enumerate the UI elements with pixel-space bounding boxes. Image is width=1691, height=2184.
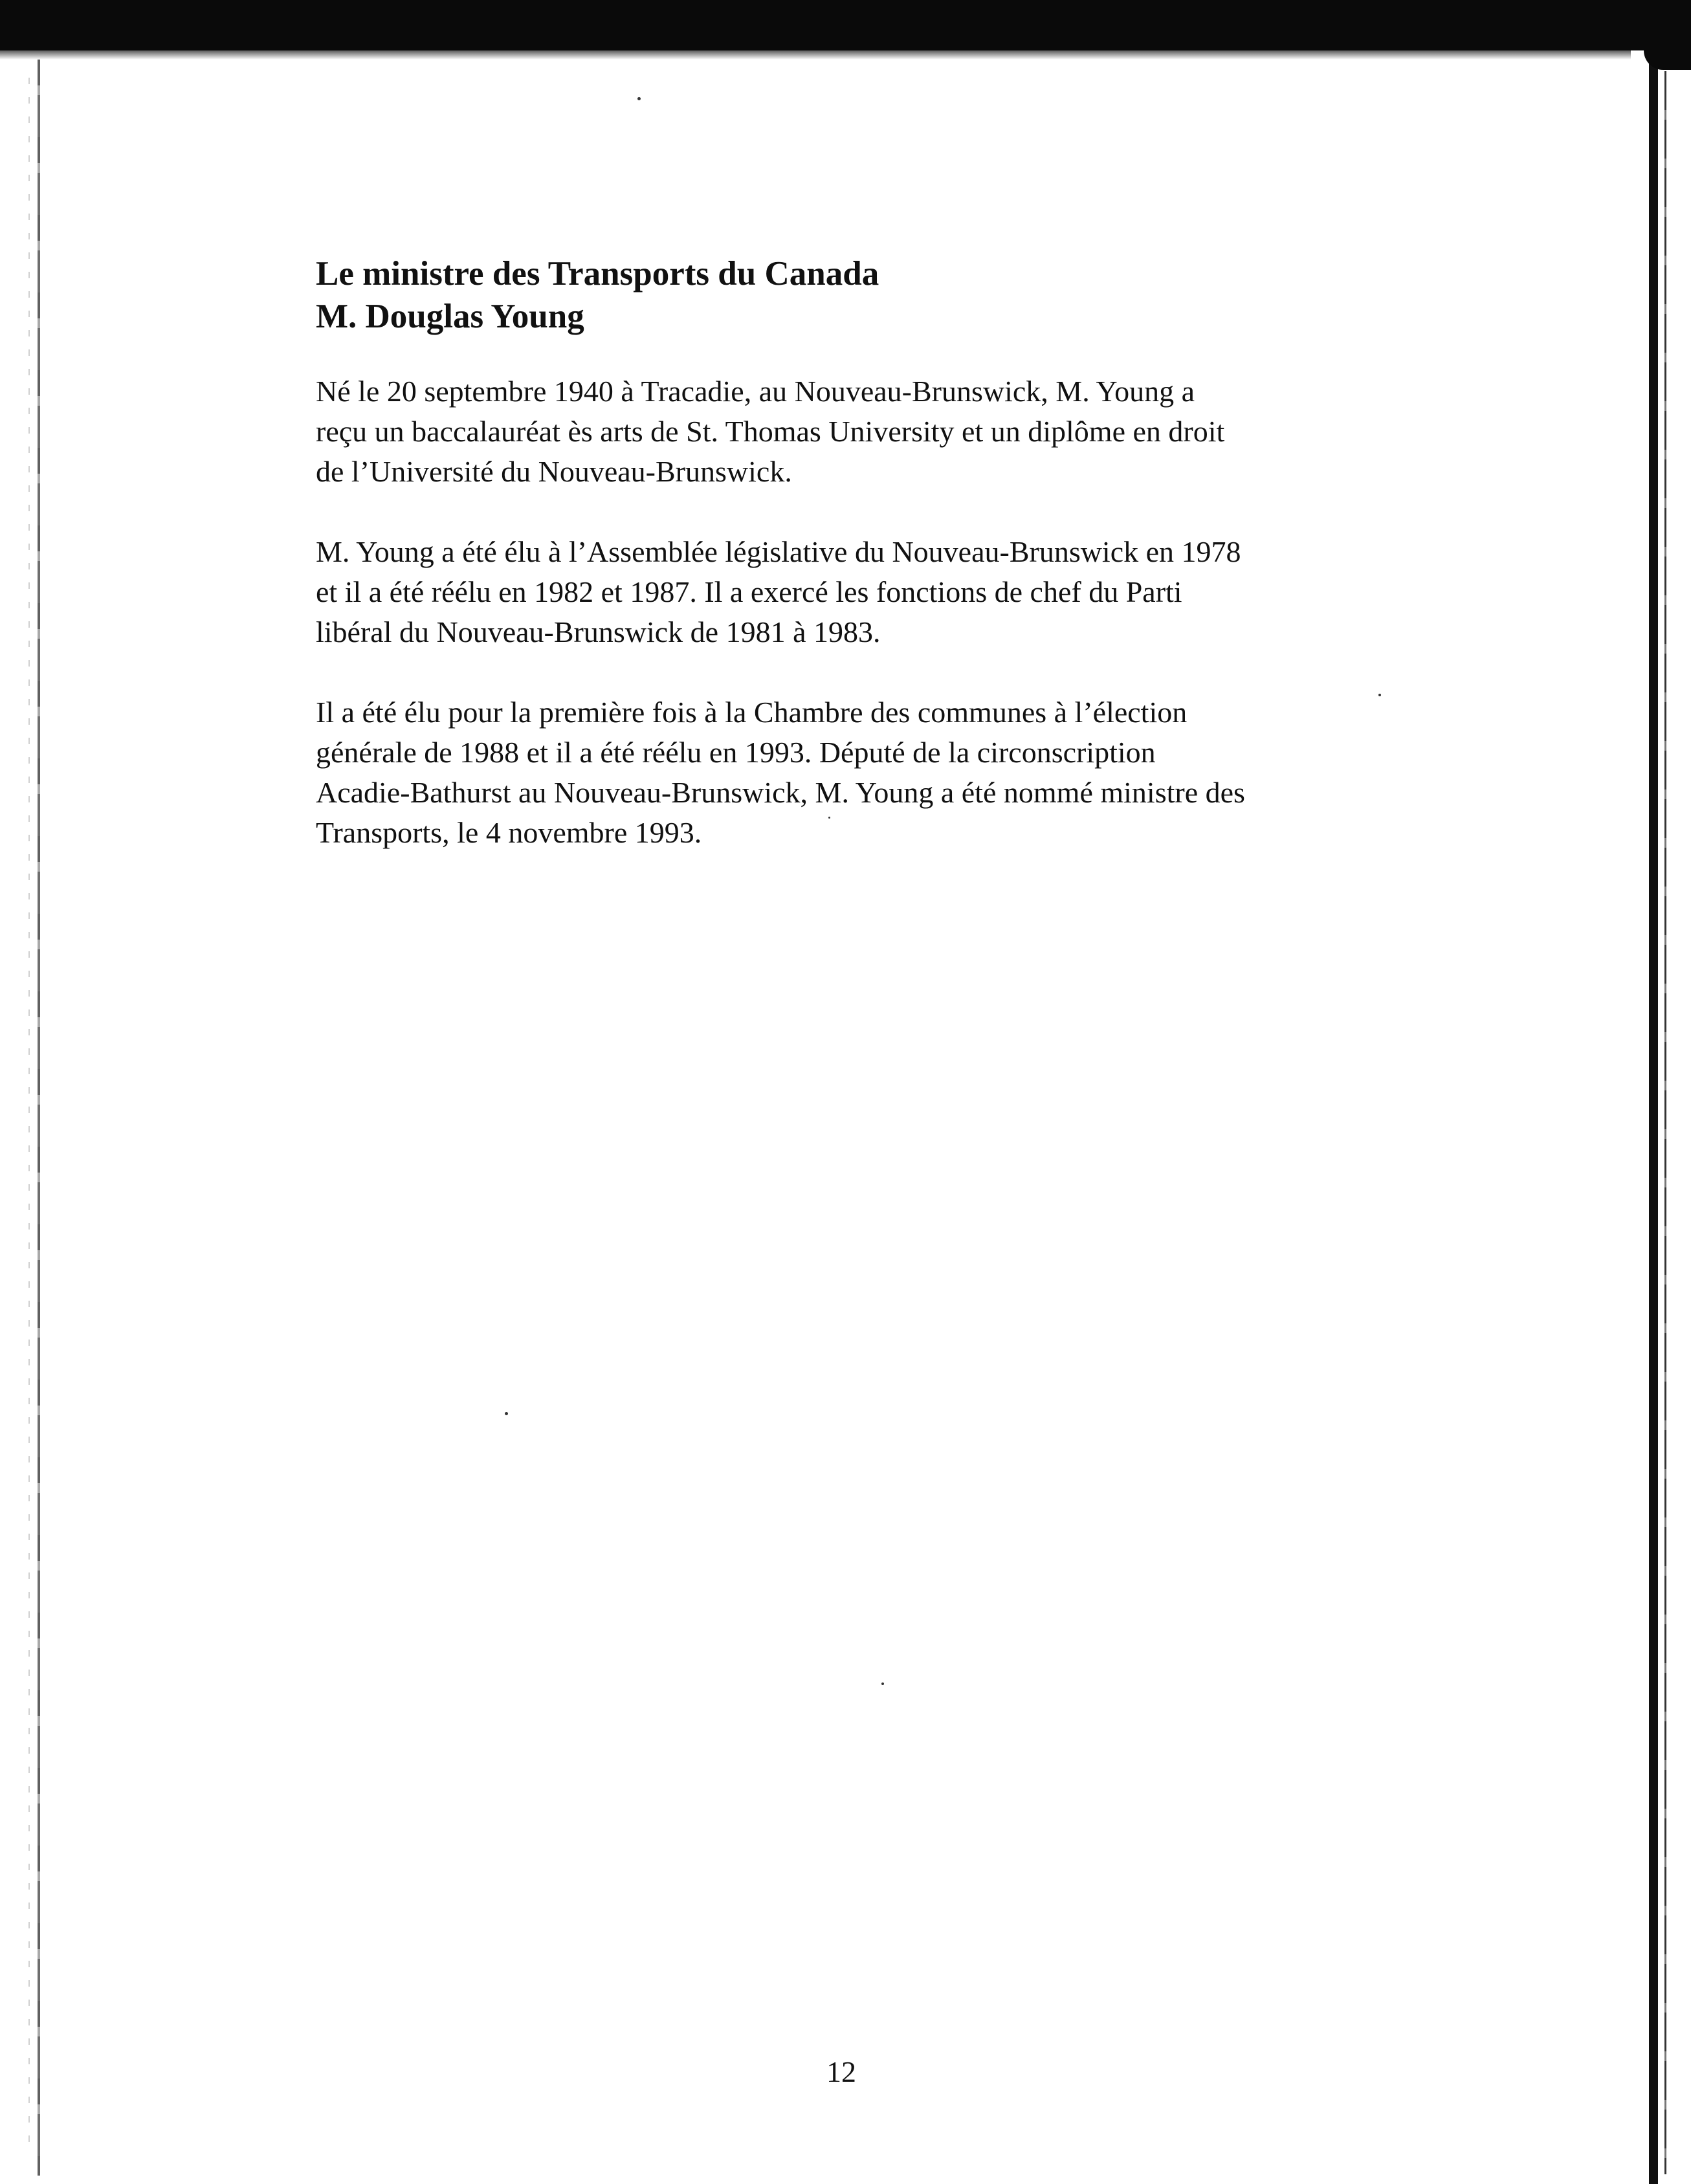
scan-speck — [505, 1412, 508, 1415]
scan-right-border — [1649, 50, 1658, 2184]
paragraph-provincial-career — [316, 532, 1384, 652]
document-title — [316, 252, 1384, 338]
page-number: 12 — [826, 2055, 856, 2088]
scan-right-border-inner — [1664, 71, 1666, 2174]
scan-speck — [637, 97, 641, 100]
title-line: Le ministre des Transports du Canada — [316, 255, 879, 292]
text-line: Acadie-Bathurst au Nouveau-Brunswick, M. Young a été nommé ministre des — [316, 776, 1245, 809]
text-line: générale de 1988 et il a été réélu en 1993. Député de la circonscription — [316, 736, 1156, 769]
scan-speck — [881, 1682, 884, 1685]
document-body — [316, 252, 1384, 853]
text-line: M. Young a été élu à l’Assemblée législative du Nouveau-Brunswick en 1978 — [316, 535, 1241, 568]
text-line: Il a été élu pour la première fois à la Chambre des communes à l’élection — [316, 696, 1188, 729]
scan-top-border — [0, 0, 1691, 50]
scan-left-edge-faint — [28, 78, 30, 2148]
text-line: Né le 20 septembre 1940 à Tracadie, au Nouveau-Brunswick, M. Young a — [316, 375, 1195, 408]
text-line: de l’Université du Nouveau-Brunswick. — [316, 455, 792, 488]
paragraph-biography — [316, 371, 1384, 492]
title-line: M. Douglas Young — [316, 298, 584, 335]
scan-left-edge — [38, 60, 40, 2176]
scan-top-shadow — [0, 50, 1631, 60]
text-line: Transports, le 4 novembre 1993. — [316, 816, 702, 849]
text-line: et il a été réélu en 1982 et 1987. Il a exercé les fonctions de chef du Parti — [316, 575, 1182, 608]
text-line: reçu un baccalauréat ès arts de St. Thomas University et un diplôme en droit — [316, 415, 1225, 448]
text-line: libéral du Nouveau-Brunswick de 1981 à 1983. — [316, 615, 881, 648]
paragraph-federal-career — [316, 692, 1384, 853]
